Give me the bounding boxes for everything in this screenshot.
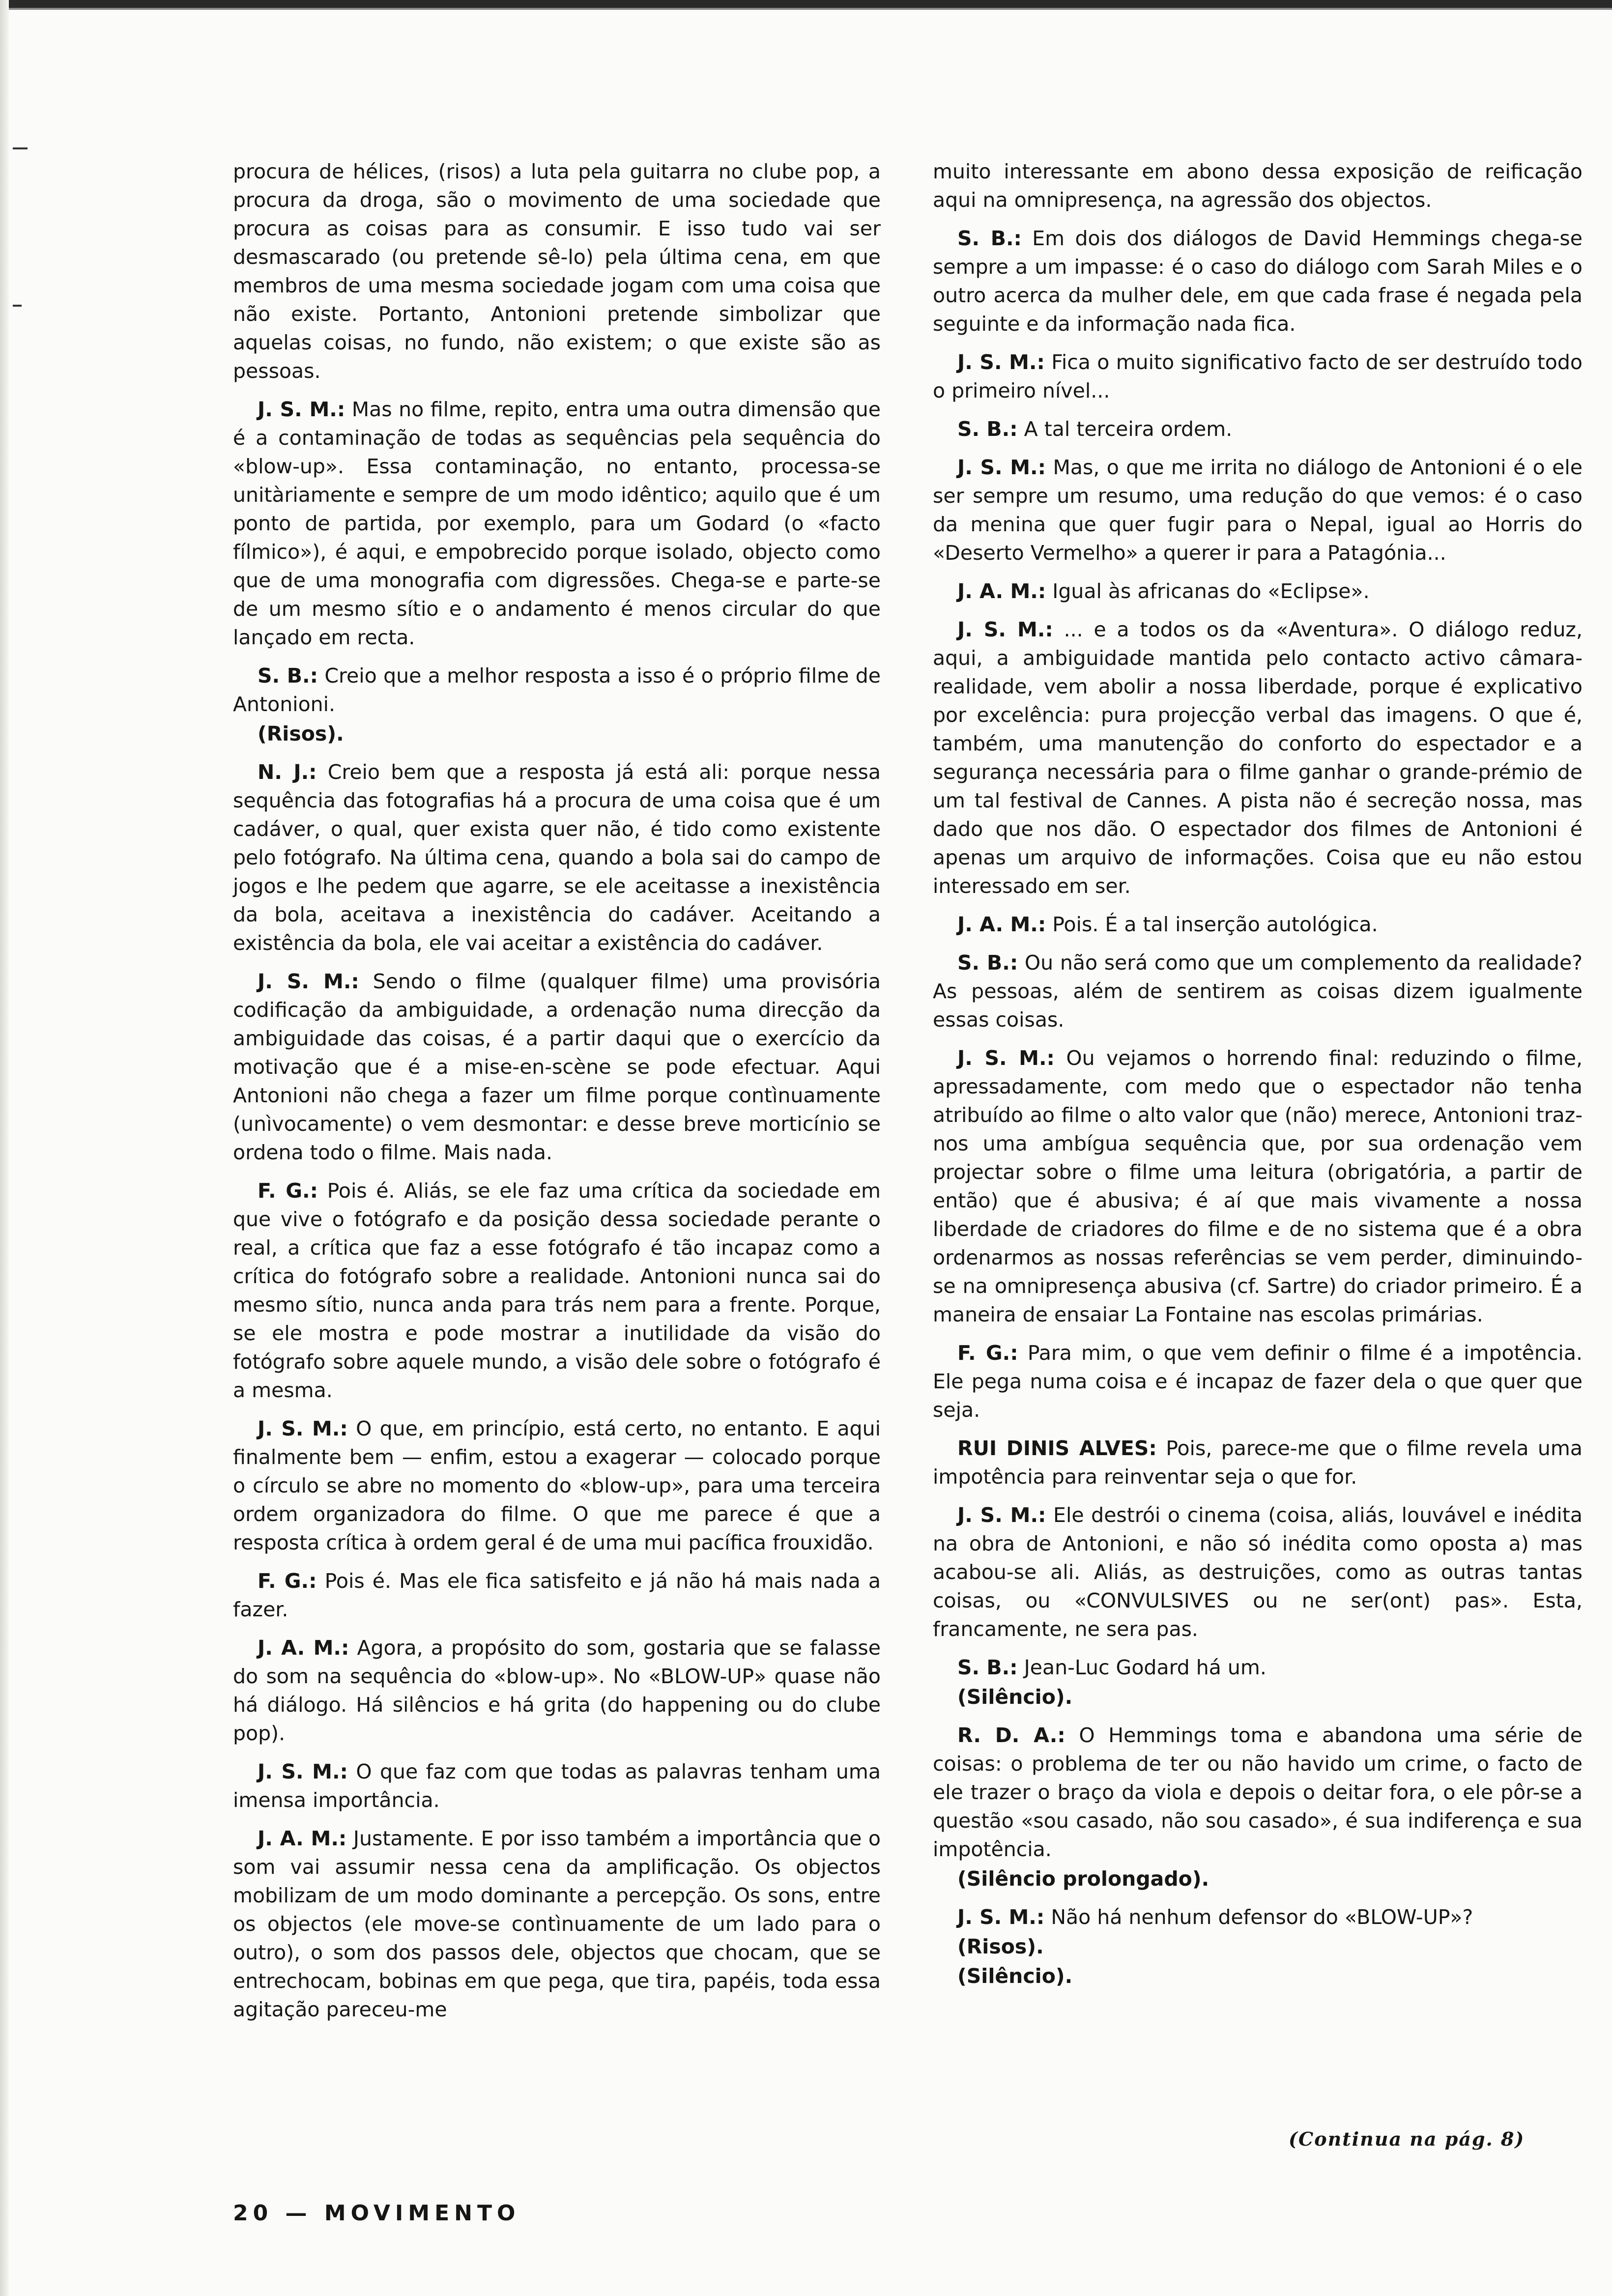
stage-direction	[933, 1865, 1583, 1893]
stage-direction	[933, 1683, 1583, 1711]
dialogue-paragraph	[933, 224, 1583, 338]
dialogue-paragraph	[233, 1414, 881, 1557]
speaker-label: S. B.:	[957, 1656, 1018, 1679]
speaker-label: S. B.:	[957, 417, 1018, 441]
stage-text: (Risos).	[957, 1935, 1044, 1958]
speech-text: Mas, o que me irrita no diálogo de Antonioni é o ele ser sempre um resumo, uma redução do que vemos: é o caso da menina que quer fugir para o Nepal, igual ao Horris do «Deserto Vermelho» a querer ir para a Patagónia...	[933, 456, 1583, 565]
speech-text: Sendo o filme (qualquer filme) uma provisória codificação da ambiguidade, a ordenação numa direcção da ambiguidade das coisas, é a partir daqui que o exercício da motivação que é a mise-en-scène se pode efectuar. Aqui Antonioni não chega a fazer um filme porque contìnuamente (unìvocamente) o vem desmontar: e desse breve morticínio se ordena todo o filme. Mais nada.	[233, 970, 881, 1164]
right-column	[933, 157, 1583, 2000]
dialogue-paragraph	[933, 1339, 1583, 1424]
binding-mark	[13, 147, 28, 149]
speech-text: Pois. É a tal inserção autológica.	[1052, 913, 1378, 936]
dialogue-paragraph	[933, 453, 1583, 567]
speaker-label: F. G.:	[957, 1341, 1018, 1365]
stage-direction	[933, 1962, 1583, 1990]
binding-mark	[13, 305, 22, 307]
speech-text: Para mim, o que vem definir o filme é a impotência. Ele pega numa coisa e é incapaz de fazer dela o que quer que seja.	[933, 1341, 1583, 1422]
speaker-label: F. G.:	[258, 1569, 317, 1593]
dialogue-paragraph	[233, 1824, 881, 2024]
speech-text: Creio que a melhor resposta a isso é o próprio filme de Antonioni.	[233, 664, 881, 716]
speech-text: Mas no filme, repito, entra uma outra dimensão que é a contaminação de todas as sequências pela sequência do «blow-up». Essa contaminação, no entanto, processa-se unitàriamente e sempre de um modo idêntico; aquilo que é um ponto de partida, por exemplo, para um Godard (o «facto fílmico»), é aqui, e empobrecido porque isolado, objecto como que de uma monografia com digressões. Chega-se e parte-se de um mesmo sítio e o andamento é menos circular do que lançado em recta.	[233, 398, 881, 649]
dialogue-paragraph	[933, 157, 1583, 214]
stage-direction	[233, 719, 881, 748]
dialogue-paragraph	[233, 1177, 881, 1405]
speech-text: muito interessante em abono dessa exposição de reificação aqui na omnipresença, na agressão dos objectos.	[933, 160, 1583, 212]
speech-text: Creio bem que a resposta já está ali: porque nessa sequência das fotografias há a procura de uma coisa que é um cadáver, o qual, quer exista quer não, é tido como existente pelo fotógrafo. Na última cena, quando a bola sai do campo de jogos e lhe pedem que agarre, se ele aceitasse a inexistência da bola, aceitava a inexistência do cadáver. Aceitando a existência da bola, ele vai aceitar a existência do cadáver.	[233, 760, 881, 955]
speaker-label: J. A. M.:	[957, 579, 1046, 603]
speaker-label: S. B.:	[957, 227, 1022, 250]
page-top-rule-shadow	[0, 8, 1612, 10]
speech-text: Ou vejamos o horrendo final: reduzindo o filme, apressadamente, com medo que o espectador não tenha atribuído ao filme o alto valor que (não) merece, Antonioni traz-nos uma ambígua sequência que, por sua ordenação vem projectar sobre o filme uma leitura (obrigatória, a partir de então) que é abusiva; é aí que mais vivamente a nossa liberdade de criadores do filme e de no sistema que é a obra ordenarmos as nossas referências se vem perder, diminuindo-se na omnipresença abusiva (cf. Sartre) do criador primeiro. É a maneira de ensaiar La Fontaine nas escolas primárias.	[933, 1046, 1583, 1326]
dialogue-paragraph	[933, 1721, 1583, 1864]
speaker-label: J. S. M.:	[957, 350, 1045, 374]
speaker-label: S. B.:	[258, 664, 318, 688]
dialogue-paragraph	[933, 415, 1583, 443]
speech-text: Pois é. Aliás, se ele faz uma crítica da sociedade em que vive o fotógrafo e da posição dessa sociedade perante o real, a crítica que faz a esse fotógrafo é tão incapaz como a crítica do fotógrafo sobre a realidade. Antonioni nunca sai do mesmo sítio, nunca anda para trás nem para a frente. Porque, se ele mostra e pode mostrar a inutilidade da visão do fotógrafo sobre aquele mundo, a visão dele sobre o fotógrafo é a mesma.	[233, 1179, 881, 1402]
speaker-label: J. S. M.:	[258, 398, 345, 421]
speech-text: Pois, parece-me que o filme revela uma impotência para reinventar seja o que for.	[933, 1436, 1583, 1489]
stage-direction	[933, 1932, 1583, 1961]
dialogue-paragraph	[933, 1501, 1583, 1643]
speech-text: Igual às africanas do «Eclipse».	[1052, 579, 1370, 603]
dialogue-paragraph	[933, 348, 1583, 405]
speech-text: ... e a todos os da «Aventura». O diálogo reduz, aqui, a ambiguidade mantida pelo contacto activo câmara-realidade, vem abolir a nossa liberdade, porque é explicativo por excelência: pura projecção verbal das imagens. O que é, também, uma manutenção do conforto do espectador e a segurança necessária para o filme ganhar o grande-prémio de um tal festival de Cannes. A pista não é secreção nossa, mas dado que nos dão. O espectador dos filmes de Antonioni é apenas um arquivo de informações. Coisa que eu não estou interessado em ser.	[933, 618, 1583, 898]
speech-text: procura de hélices, (risos) a luta pela guitarra no clube pop, a procura da droga, são o movimento de uma sociedade que procura as coisas para as consumir. E isso tudo vai ser desmascarado (ou pretende sê-lo) pela última cena, em que membros de uma mesma sociedade jogam com uma coisa que não existe. Portanto, Antonioni pretende simbolizar que aquelas coisas, no fundo, não existem; o que existe são as pessoas.	[233, 160, 881, 383]
speech-text: Fica o muito significativo facto de ser destruído todo o primeiro nível...	[933, 350, 1583, 402]
speech-text: Pois é. Mas ele fica satisfeito e já não há mais nada a fazer.	[233, 1569, 881, 1621]
dialogue-paragraph	[233, 395, 881, 652]
speech-text: O que, em princípio, está certo, no entanto. E aqui finalmente bem — enfim, estou a exagerar — colocado porque o círculo se abre no momento do «blow-up», para uma terceira ordem organizadora do filme. O que me parece é que a resposta crítica à ordem geral é de uma mui pacífica frouxidão.	[233, 1417, 881, 1554]
dialogue-paragraph	[933, 910, 1583, 939]
speaker-label: J. S. M.:	[258, 1760, 348, 1783]
dialogue-paragraph	[233, 157, 881, 385]
speech-text: Ele destrói o cinema (coisa, aliás, louvável e inédita na obra de Antonioni, e não só inédita como oposta a) mas acabou-se ali. Aliás, as destruições, como as outras tantas coisas, ou «CONVULSIVES ou ne ser(ont) pas». Esta, francamente, ne sera pas.	[933, 1503, 1583, 1641]
speech-text: Não há nenhum defensor do «BLOW-UP»?	[1051, 1905, 1473, 1929]
speech-text: O que faz com que todas as palavras tenham uma imensa importância.	[233, 1760, 881, 1812]
stage-text: (Silêncio).	[957, 1964, 1073, 1988]
stage-text: (Silêncio).	[957, 1685, 1073, 1709]
dialogue-paragraph	[933, 577, 1583, 605]
stage-text: (Silêncio prolongado).	[957, 1867, 1209, 1891]
dialogue-paragraph	[233, 967, 881, 1167]
speech-text: Justamente. E por isso também a importância que o som vai assumir nessa cena da amplificação. Os objectos mobilizam de um modo dominante a percepção. Os sons, entre os objectos (ele move-se contìnuamente de um lado para o outro), o som dos passos dele, objectos que chocam, que se entrechocam, bobinas em que pega, que tira, papéis, toda essa agitação pareceu-me	[233, 1827, 881, 2021]
speaker-label: J. S. M.:	[258, 1417, 348, 1440]
dialogue-paragraph	[933, 1903, 1583, 1931]
dialogue-paragraph	[233, 1634, 881, 1748]
dialogue-paragraph	[233, 1567, 881, 1624]
dialogue-paragraph	[933, 1653, 1583, 1682]
speaker-label: J. A. M.:	[258, 1636, 349, 1660]
dialogue-paragraph	[933, 948, 1583, 1034]
speech-text: A tal terceira ordem.	[1024, 417, 1233, 441]
speaker-label: S. B.:	[957, 951, 1018, 975]
speech-text: Ou não será como que um complemento da realidade? As pessoas, além de sentirem as coisas dizem igualmente essas coisas.	[933, 951, 1583, 1032]
speaker-label: J. A. M.:	[957, 913, 1046, 936]
dialogue-paragraph	[233, 661, 881, 718]
dialogue-paragraph	[933, 1044, 1583, 1329]
speaker-label: J. S. M.:	[957, 456, 1046, 479]
dialogue-paragraph	[933, 1434, 1583, 1491]
speaker-label: J. S. M.:	[957, 618, 1053, 641]
continuation-note: (Continua na pág. 8)	[1289, 2128, 1525, 2150]
speech-text: Agora, a propósito do som, gostaria que se falasse do som na sequência do «blow-up». No «BLOW-UP» quase não há diálogo. Há silêncios e há grita (do happening ou do clube pop).	[233, 1636, 881, 1745]
speech-text: Jean-Luc Godard há um.	[1024, 1656, 1267, 1679]
dialogue-paragraph	[233, 758, 881, 957]
left-column	[233, 157, 881, 2034]
page-top-rule	[0, 0, 1612, 8]
speech-text: Em dois dos diálogos de David Hemmings chega-se sempre a um impasse: é o caso do diálogo com Sarah Miles e o outro acerca da mulher dele, em que cada frase é negada pela seguinte e da informação nada fica.	[933, 227, 1583, 336]
stage-text: (Risos).	[258, 722, 344, 746]
speaker-label: RUI DINIS ALVES:	[957, 1436, 1157, 1460]
page-binding-edge	[0, 0, 9, 2296]
page-footer: 20 — MOVIMENTO	[233, 2201, 520, 2226]
speaker-label: J. S. M.:	[957, 1905, 1045, 1929]
speaker-label: J. S. M.:	[258, 970, 359, 993]
speaker-label: J. S. M.:	[957, 1503, 1046, 1527]
dialogue-paragraph	[933, 615, 1583, 900]
dialogue-paragraph	[233, 1757, 881, 1814]
speech-text: O Hemmings toma e abandona uma série de coisas: o problema de ter ou não havido um crime, o facto de ele trazer o braço da viola e depois o deitar fora, o ele pôr-se a questão «sou casado, não sou casado», é sua indiferença e sua impotência.	[933, 1723, 1583, 1861]
speaker-label: N. J.:	[258, 760, 317, 784]
speaker-label: R. D. A.:	[957, 1723, 1065, 1747]
speaker-label: J. S. M.:	[957, 1046, 1055, 1070]
speaker-label: J. A. M.:	[258, 1827, 347, 1850]
speaker-label: F. G.:	[258, 1179, 318, 1203]
